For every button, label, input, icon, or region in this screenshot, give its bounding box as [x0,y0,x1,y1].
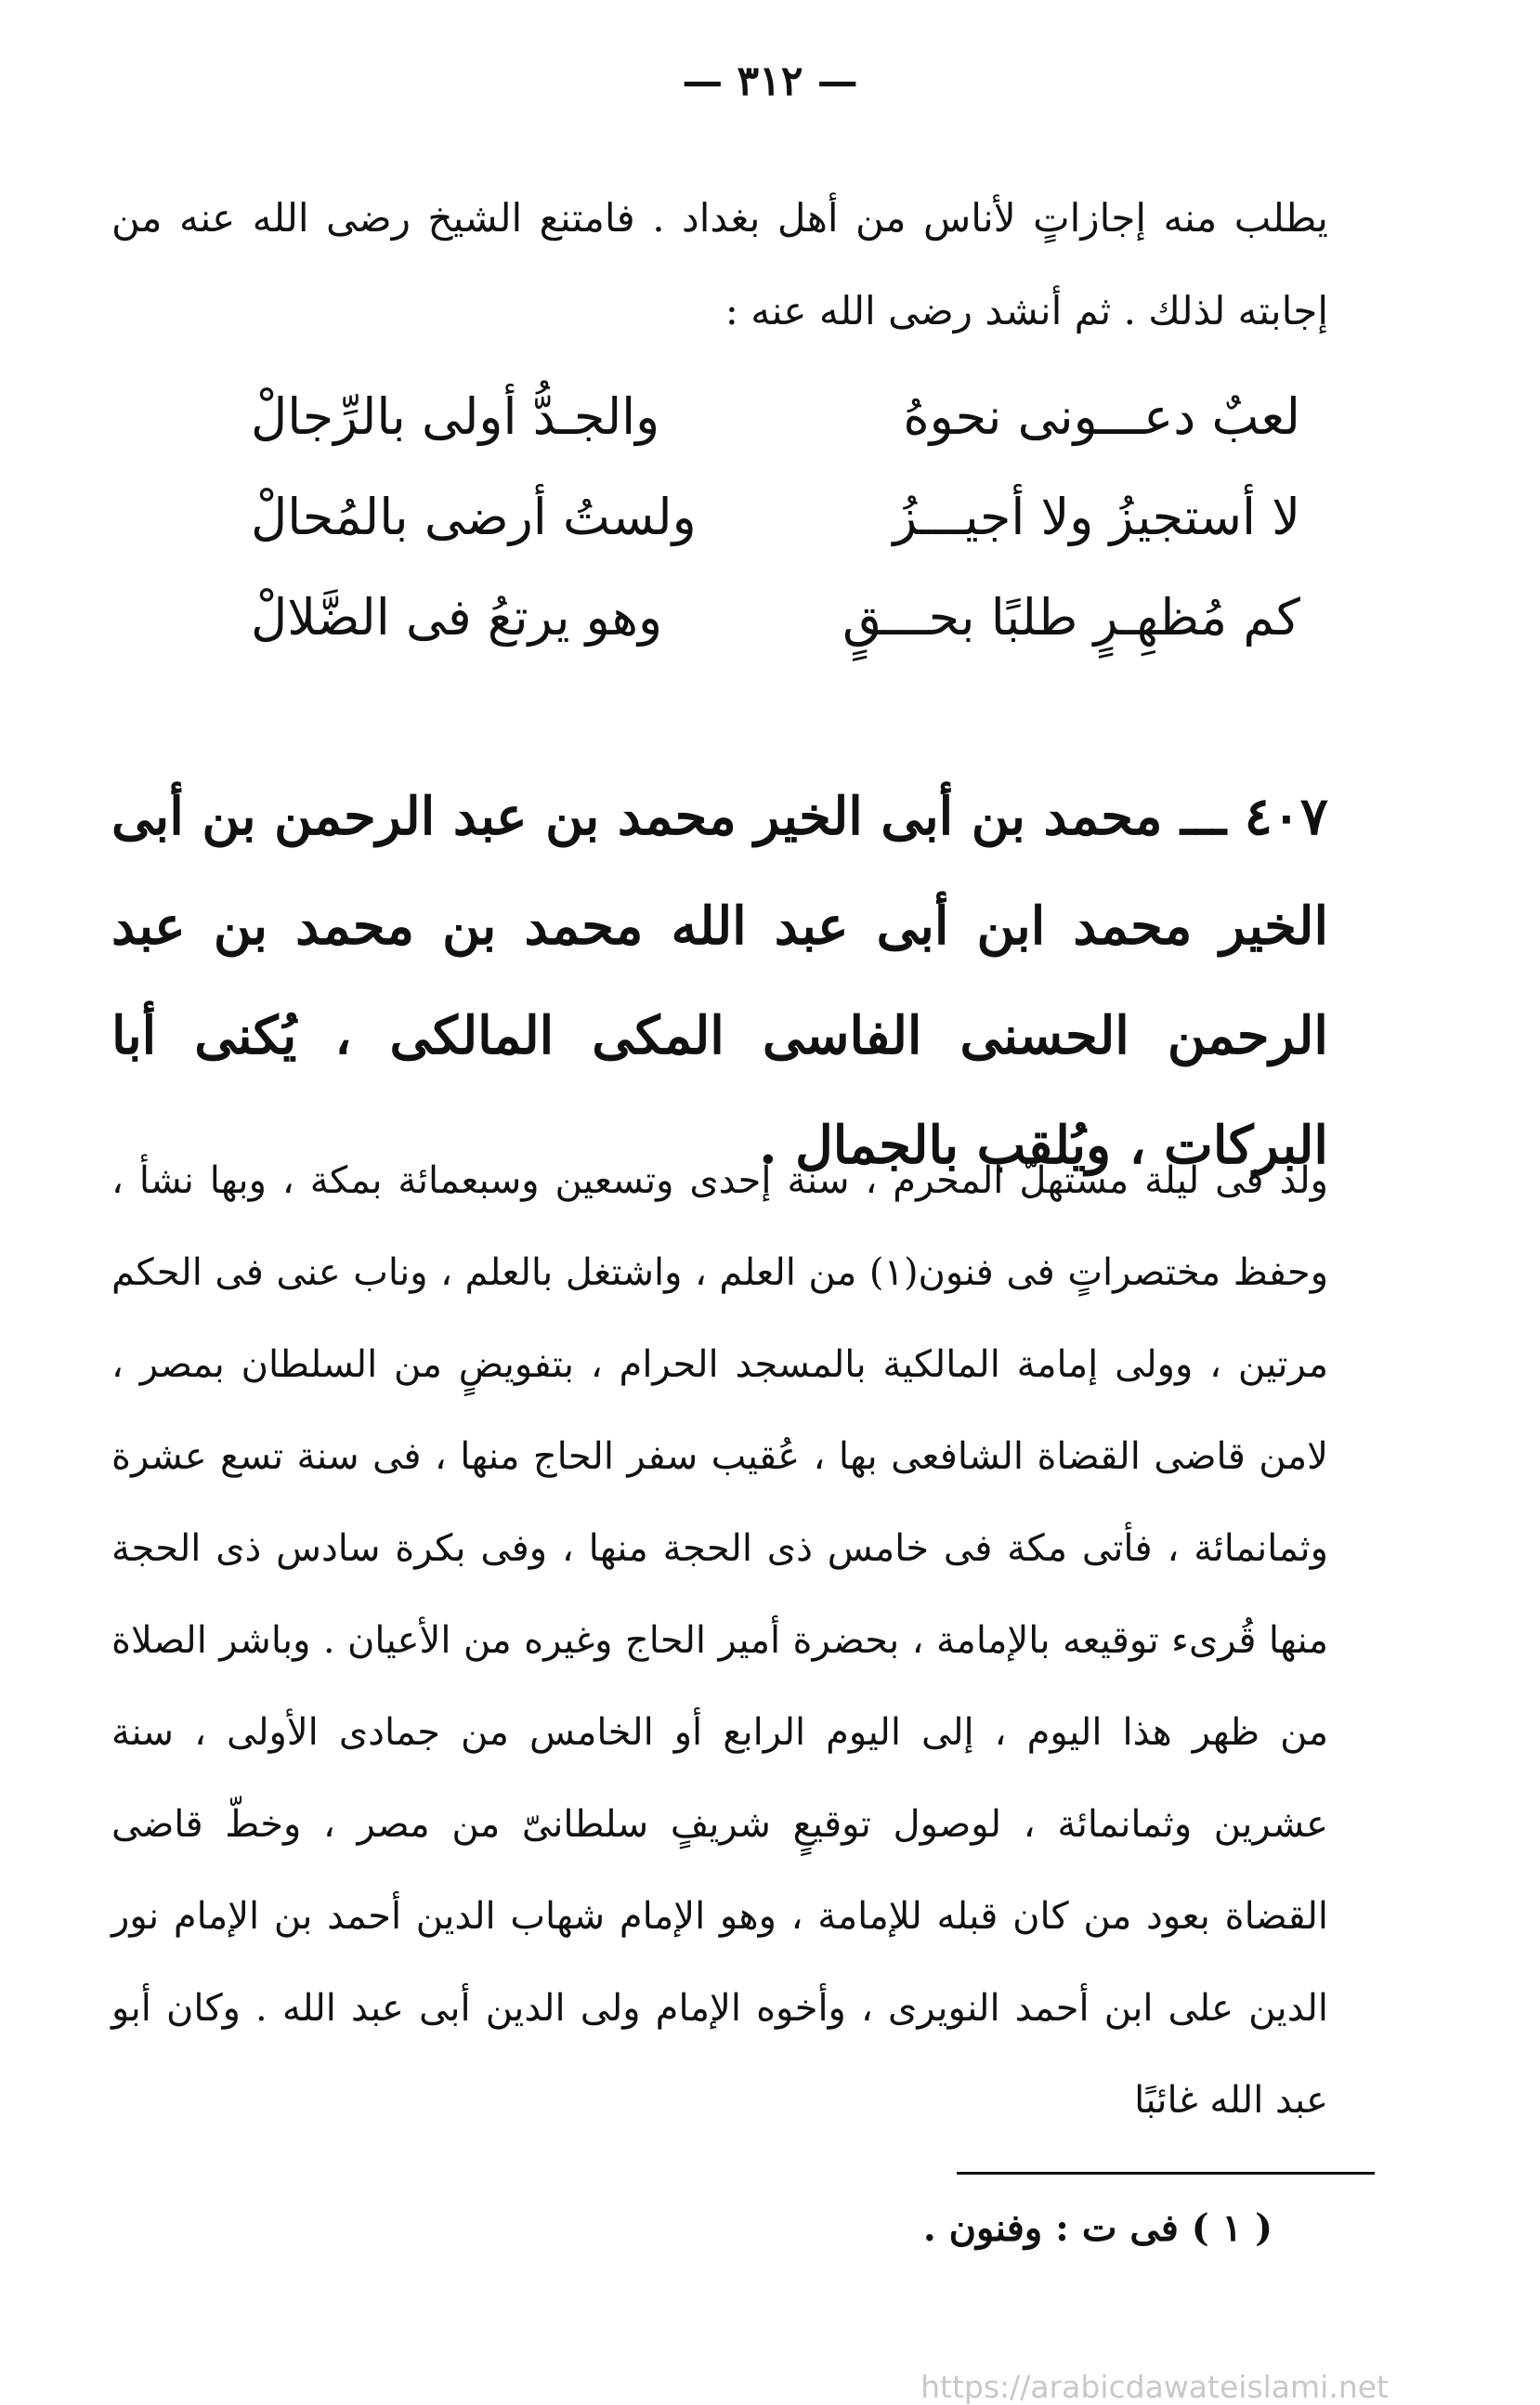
poem-hemistich-first: كم مُظهِـرٍ طلبًا بحـــقٍ [842,588,1300,647]
poem-line-3 [251,568,1300,668]
footnote-divider [957,2172,1375,2175]
poem-hemistich-second: ولستُ أرضى بالمُحالْ [251,488,697,546]
body-paragraph [111,1135,1328,2147]
intro-paragraph [111,172,1328,358]
poem [251,367,1300,668]
poem-line-1 [251,367,1300,467]
poem-hemistich-first: لا أستجيزُ ولا أجيـــزُ [893,488,1300,546]
entry-heading-text: ٤٠٧ ـــ محمد بن أبى الخير محمد بن عبد الرحمن بن أبى الخير محمد ابن أبى عبد الله محمد بن محمد بن عبد الرحمن الحسنى الفاسى المكى المالكى ، يُكنى أبا البركات ، ويُلقب بالجمال . [111,786,1329,1176]
poem-line-2 [251,467,1300,568]
poem-hemistich-second: وهو يرتعُ فى الضَّلالْ [251,588,663,647]
poem-hemistich-first: لعبٌ دعـــونى نحوهُ [903,387,1300,446]
poem-hemistich-second: والجـدُّ أولى بالرِّجالْ [251,387,660,446]
footnote: ( ١ ) فى ت : وفنون . [922,2206,1272,2250]
intro-text: يطلب منه إجازاتٍ لأناس من أهل بغداد . فامتنع الشيخ رضى الله عنه من إجابته لذلك . ثم أنشد رضى الله عنه : [111,195,1328,333]
body-text: ولد فى ليلة مستهلّ المحرم ، سنة إحدى وتسعين وسبعمائة بمكة ، وبها نشأ ، وحفظ مختصراتٍ فى فنون(١) من العلم ، واشتغل بالعلم ، وناب عنى فى الحكم مرتين ، وولى إمامة المالكية بالمسجد الحرام ، بتفويضٍ من السلطان بمصر ، لامن قاضى القضاة الشافعى بها ، عُقيب سفر الحاج منها ، فى سنة تسع عشرة وثمانمائة ، فأتى مكة فى خامس ذى الحجة منها ، وفى بكرة سادس ذى الحجة منها قُرىء توقيعه بالإمامة ، بحضرة أمير الحاج وغيره من الأعيان . وباشر الصلاة من ظهر هذا اليوم ، إلى اليوم الرابع أو الخامس من جمادى الأولى ، سنة عشرين وثمانمائة ، لوصول توقيعٍ شريفٍ سلطانىّ من مصر ، وخطّ قاضى القضاة بعود من كان قبله للإمامة ، وهو الإمام شهاب الدين أحمد بن الإمام نور الدين على ابن أحمد النويرى ، وأخوه الإمام ولى الدين أبى عبد الله . وكان أبو عبد الله غائبًا [111,1159,1329,2122]
watermark-url: https://arabicdawateislami.net [920,2369,1389,2405]
page-number: — ٣١٢ — [682,58,858,105]
